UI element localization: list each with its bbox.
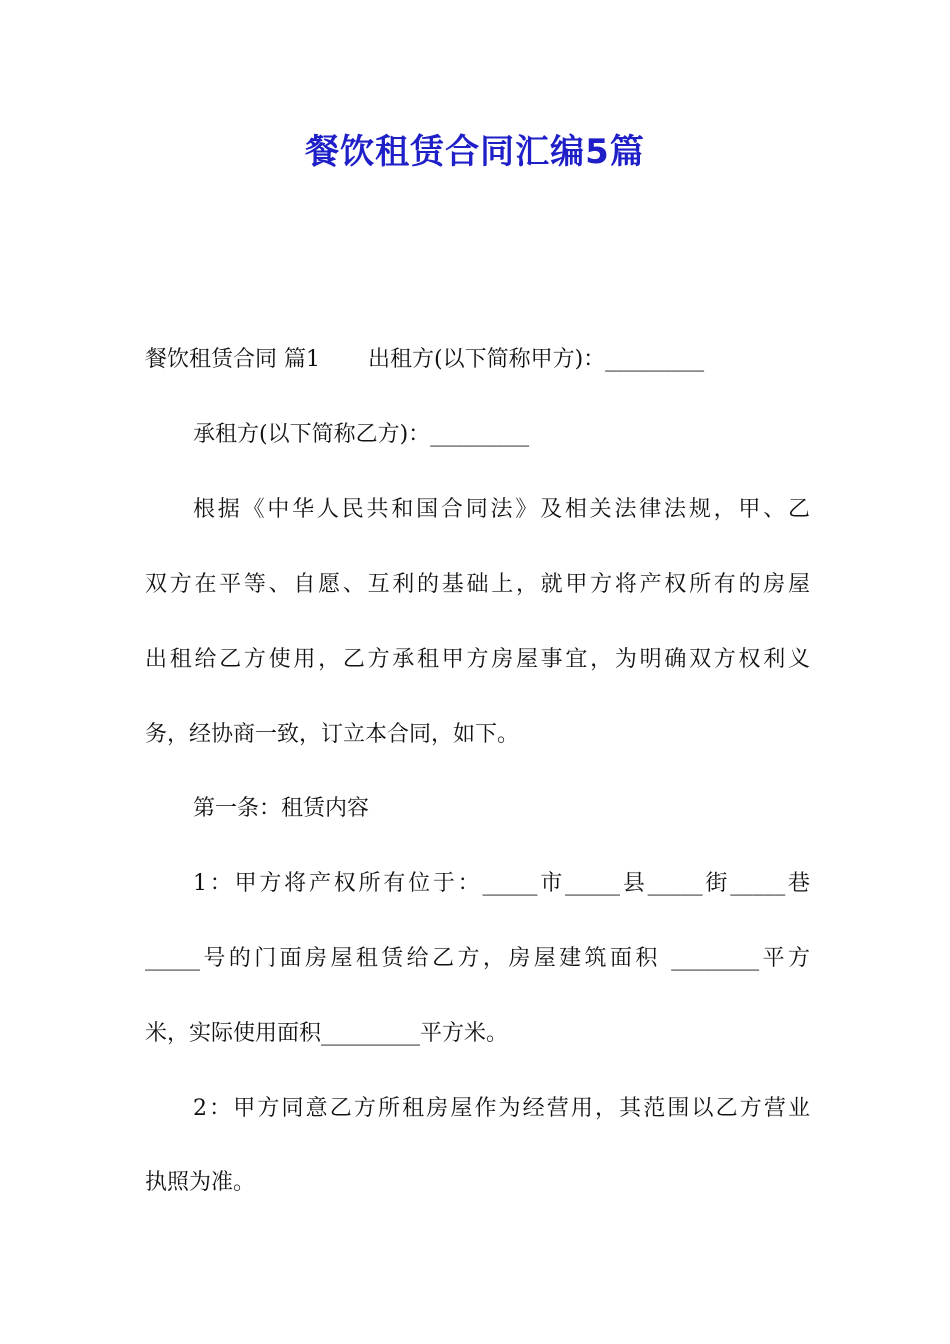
paragraph-line: 2：甲方同意乙方所租房屋作为经营用，其范围以乙方营业 [193, 1096, 810, 1121]
paragraph-line: 根据《中华人民共和国合同法》及相关法律法规，甲、乙 [193, 497, 810, 522]
paragraph-line: 务，经协商一致，订立本合同，如下。 [145, 722, 520, 747]
paragraph-line: _____号的门面房屋租赁给乙方，房屋建筑面积 ________平方 [145, 946, 810, 971]
lessee-line: 承租方(以下简称乙方)：_________ [193, 422, 530, 447]
paragraph-line: 出租给乙方使用，乙方承租甲方房屋事宜，为明确双方权利义 [145, 647, 810, 672]
lessor-line: 出租方(以下简称甲方)：_________ [368, 347, 705, 372]
paragraph-line: 双方在平等、自愿、互利的基础上，就甲方将产权所有的房屋 [145, 572, 810, 597]
document-title: 餐饮租赁合同汇编5篇 [305, 132, 645, 172]
section-heading: 餐饮租赁合同 篇1 [145, 347, 320, 372]
first-line [145, 344, 810, 376]
paragraph-line: 1：甲方将产权所有位于：_____市_____县_____街_____巷 [193, 871, 810, 896]
paragraph-line: 米，实际使用面积_________平方米。 [145, 1021, 509, 1046]
paragraph-line: 执照为准。 [145, 1170, 256, 1195]
article-heading: 第一条：租赁内容 [193, 796, 370, 821]
